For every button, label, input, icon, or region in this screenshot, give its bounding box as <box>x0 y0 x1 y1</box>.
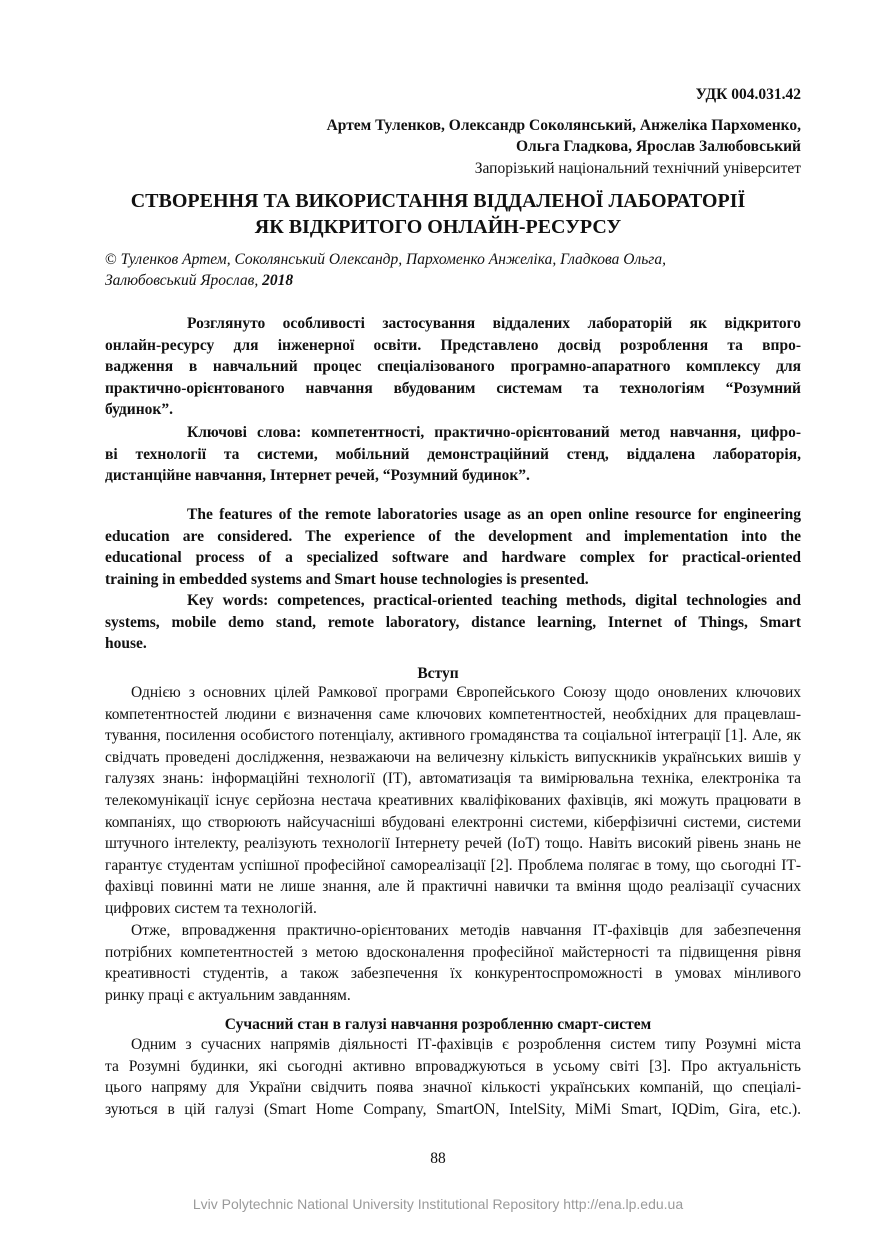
page-number: 88 <box>430 1150 446 1167</box>
text-line: дистанційне навчання, Інтернет речей, “Розумний будинок”. <box>105 467 530 485</box>
text-line: потрібних компетентностей з метою вдосконалення професійної майстерності та підвищення рівня <box>105 943 801 961</box>
text-line: свідчать проведені дослідження, незважаючи на величезну кількість випускників українських вишів у <box>105 748 801 766</box>
text-line: ринку праці є актуальним завданням. <box>105 986 351 1004</box>
repository-footer: Lviv Polytechnic National University Institutional Repository http://ena.lp.edu.ua <box>192 1196 684 1212</box>
intro-paragraph-1 <box>105 682 801 920</box>
text-line: телекомунікації існує серйозна нестача креативних кваліфікованих фахівців, які можуть працювати в <box>105 791 801 809</box>
text-line: house. <box>105 635 147 653</box>
text-line: Ключові слова: компетентності, практично-орієнтований метод навчання, цифро- <box>187 424 801 441</box>
text-line: education are considered. The experience of the development and implementation into the <box>105 527 801 545</box>
text-line: Key words: competences, practical-oriented teaching methods, digital technologies and <box>187 592 801 609</box>
text-line: цього напряму для України свідчить поява значної кількості українських компаній, що спеціалі- <box>105 1079 801 1097</box>
text-line: креативності студентів, а також забезпечення їх конкурентоспроможності в умовах мінливого <box>105 965 801 983</box>
text-line: гарантує студентам успішної професійної самореалізації [2]. Проблема полягає в тому, що сьогодні ІТ- <box>105 856 801 874</box>
text-line: будинок”. <box>105 401 173 419</box>
text-line: systems, mobile demo stand, remote laboratory, distance learning, Internet of Things, Smart <box>105 613 801 631</box>
text-line: тування, посилення особистого потенціалу, активного громадянства та соціальної інтеграції [1]. Але, як <box>105 727 801 745</box>
text-line: компаніях, що створюють найсучасніші вбудовані електронні системи, кіберфізичні системи, системи <box>105 813 801 831</box>
text-line: Одним з сучасних напрямів діяльності ІТ-фахівців є розроблення систем типу Розумні міста <box>131 1036 801 1053</box>
copyright-symbol: © <box>105 251 117 268</box>
text-line: ві технології та системи, мобільний демонстраційний стенд, віддалена лабораторія, <box>105 445 801 463</box>
affiliation: Запорізький національний технічний університет <box>474 160 801 177</box>
text-line: практично-орієнтованого навчання вбудованим системам та технологіям “Розумний <box>105 379 801 397</box>
text-line: зуються в цій галузі (Smart Home Company, SmartON, IntelSity, MiMi Smart, IQDim, Gira, etc.). <box>105 1100 801 1118</box>
text-line: фахівці повинні мати не лише знання, але й практичні навички та вміння щодо реалізації сучасних <box>105 878 801 896</box>
copyright-line-2: Залюбовський Ярослав, <box>105 272 259 289</box>
keywords-ua <box>105 422 801 487</box>
text-line: компетентностей людини є визначення саме ключових компетентностей, необхідних для працевлаш- <box>105 705 801 723</box>
paper-title <box>0 188 876 240</box>
title-line-2: ЯК ВІДКРИТОГО ОНЛАЙН-РЕСУРСУ <box>254 216 622 238</box>
text-line: Однією з основних цілей Рамкової програми Європейського Союзу щодо оновлених ключових <box>131 684 801 701</box>
authors-line-1: Артем Туленков, Олександр Соколянський, Анжеліка Пархоменко, <box>326 117 801 134</box>
copyright-year: 2018 <box>262 272 294 289</box>
authors-line-2: Ольга Гладкова, Ярослав Залюбовський <box>515 138 801 155</box>
text-line: онлайн-ресурсу для інженерної освіти. Представлено досвід розроблення та впро- <box>105 336 801 354</box>
text-line: вадження в навчальний процес спеціалізованого програмно-апаратного комплексу для <box>105 358 801 376</box>
copyright <box>105 249 666 291</box>
keywords-en <box>105 590 801 655</box>
abstract-en <box>105 504 801 590</box>
title-line-1: СТВОРЕННЯ ТА ВИКОРИСТАННЯ ВІДДАЛЕНОЇ ЛАБОРАТОРІЇ <box>130 190 746 212</box>
text-line: штучного інтелекту, реалізують технології Інтернету речей (IoT) тощо. Навіть високий рівень знань не <box>105 835 801 853</box>
text-line: educational process of a specialized software and hardware complex for practical-oriented <box>105 549 801 567</box>
intro-paragraph-2 <box>105 920 801 1006</box>
text-line: training in embedded systems and Smart house technologies is presented. <box>105 570 589 588</box>
state-paragraph-1 <box>105 1034 801 1120</box>
text-line: Розглянуто особливості застосування віддалених лабораторій як відкритого <box>187 315 801 332</box>
section-heading-intro: Вступ <box>417 665 459 682</box>
text-line: Отже, впровадження практично-орієнтованих методів навчання ІТ-фахівців для забезпечення <box>131 922 801 939</box>
text-line: цифрових систем та технологій. <box>105 899 317 917</box>
text-line: The features of the remote laboratories usage as an open online resource for engineering <box>187 506 801 523</box>
abstract-ua <box>105 313 801 421</box>
copyright-line-1: Туленков Артем, Соколянський Олександр, Пархоменко Анжеліка, Гладкова Ольга, <box>120 251 666 268</box>
udc-code: УДК 004.031.42 <box>695 86 801 103</box>
text-line: галузях знань: інформаційні технології (ІТ), автоматизація та вимірювальна техніка, електроніка та <box>105 770 801 788</box>
section-heading-state: Сучасний стан в галузі навчання розробленню смарт-систем <box>224 1016 652 1033</box>
text-line: та Розумні будинки, які сьогодні активно впроваджуються в усьому світі [3]. Про актуальність <box>105 1057 801 1075</box>
